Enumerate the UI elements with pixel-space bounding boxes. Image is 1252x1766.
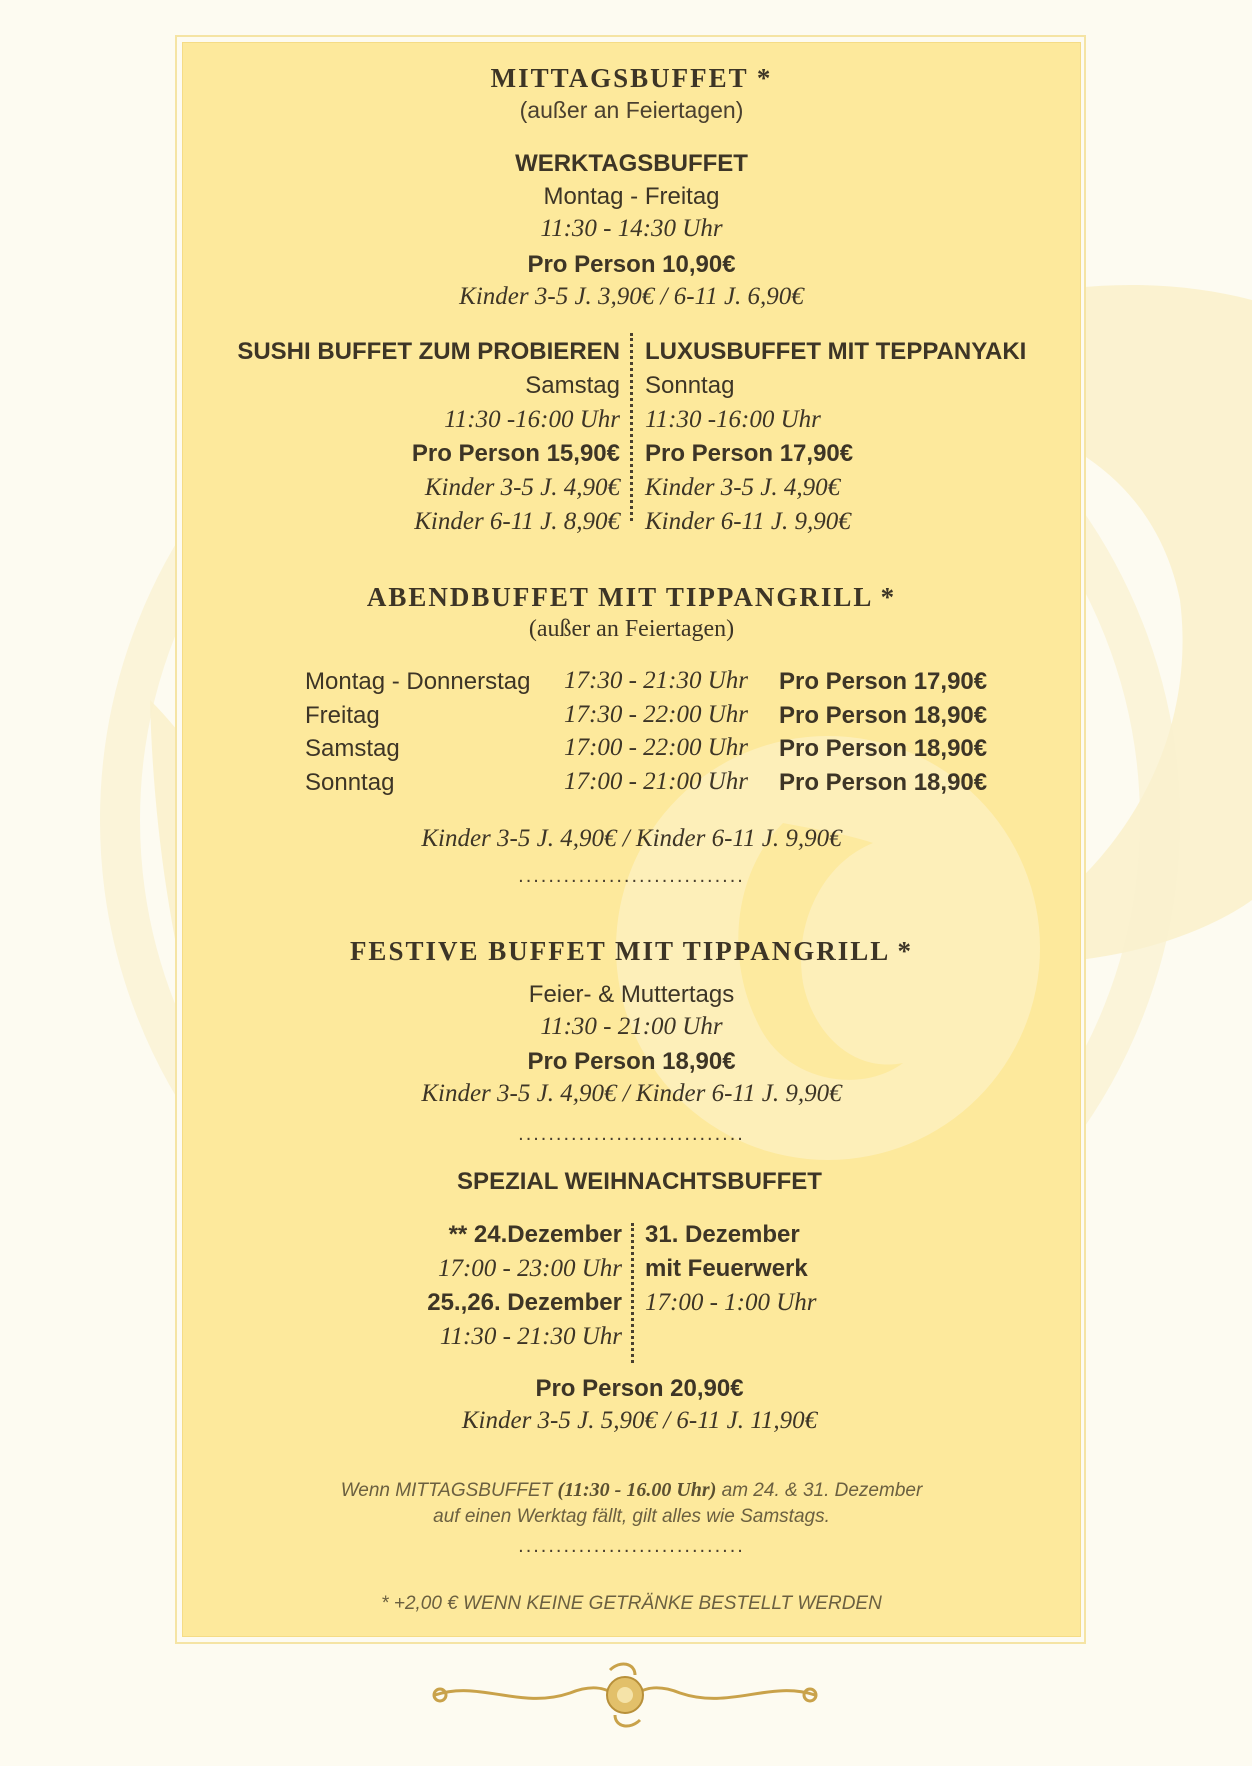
dinner-note: (außer an Feiertagen) xyxy=(528,616,735,642)
weekday-time: 11:30 - 14:30 Uhr xyxy=(540,215,723,242)
christmas-day-1: ** 24.Dezember xyxy=(448,1221,622,1248)
christmas-right-column xyxy=(645,1218,817,1320)
drinks-note: * +2,00 € WENN KEINE GETRÄNKE BESTELLT WERDEN xyxy=(381,1593,882,1614)
luxus-column xyxy=(645,335,1026,539)
christmas-time-2: 11:30 - 21:30 Uhr xyxy=(439,1323,622,1350)
dinner-row-day: Sonntag xyxy=(305,769,395,796)
dinner-row-price: Pro Person 18,90€ xyxy=(779,769,988,796)
sushi-kids-1: Kinder 3-5 J. 4,90€ xyxy=(424,474,620,501)
separator-dots: .............................. xyxy=(518,1535,745,1557)
christmas-time-1: 17:00 - 23:00 Uhr xyxy=(437,1255,622,1282)
lunch-title: MITTAGSBUFFET * xyxy=(490,63,773,93)
separator-dots: .............................. xyxy=(518,1123,745,1145)
sushi-day: Samstag xyxy=(525,372,620,399)
dinner-row-day: Samstag xyxy=(305,735,400,762)
christmas-left-column xyxy=(427,1218,622,1354)
dinner-row-price: Pro Person 17,90€ xyxy=(779,668,988,695)
gold-ornament-icon xyxy=(420,1655,830,1735)
lunch-column-divider xyxy=(630,333,633,521)
dinner-row-day: Freitag xyxy=(305,702,380,729)
weekday-days: Montag - Freitag xyxy=(543,183,720,210)
sushi-price: Pro Person 15,90€ xyxy=(411,440,620,467)
luxus-title: LUXUSBUFFET MIT TEPPANYAKI xyxy=(645,338,1027,365)
dinner-row-price: Pro Person 18,90€ xyxy=(779,735,988,762)
sushi-kids-2: Kinder 6-11 J. 8,90€ xyxy=(414,508,620,535)
footnote-time: (11:30 - 16.00 Uhr) xyxy=(557,1479,717,1501)
dinner-row-time: 17:30 - 22:00 Uhr xyxy=(564,701,749,728)
festive-kids: Kinder 3-5 J. 4,90€ / Kinder 6-11 J. 9,90€ xyxy=(421,1080,842,1107)
christmas-title: SPEZIAL WEIHNACHTSBUFFET xyxy=(457,1168,822,1195)
dinner-row-time: 17:30 - 21:30 Uhr xyxy=(564,667,749,694)
footnote-text: Wenn MITTAGSBUFFET xyxy=(340,1480,558,1501)
newyear-day: 31. Dezember xyxy=(645,1221,800,1248)
newyear-time: 17:00 - 1:00 Uhr xyxy=(645,1289,817,1316)
dinner-row-time: 17:00 - 21:00 Uhr xyxy=(564,768,749,795)
christmas-price: Pro Person 20,90€ xyxy=(535,1375,744,1402)
dinner-kids: Kinder 3-5 J. 4,90€ / Kinder 6-11 J. 9,90€ xyxy=(421,825,842,852)
dinner-title: ABENDBUFFET MIT TIPPANGRILL * xyxy=(366,582,897,612)
footnote-line-1 xyxy=(183,1479,1080,1502)
newyear-extra: mit Feuerwerk xyxy=(645,1255,808,1282)
menu-panel xyxy=(182,42,1081,1637)
footnote-text: am 24. & 31. Dezember xyxy=(716,1480,923,1501)
weekday-price: Pro Person 10,90€ xyxy=(527,251,736,278)
luxus-kids-1: Kinder 3-5 J. 4,90€ xyxy=(645,474,841,501)
festive-title: FESTIVE BUFFET MIT TIPPANGRILL * xyxy=(349,936,914,966)
luxus-kids-2: Kinder 6-11 J. 9,90€ xyxy=(645,508,851,535)
christmas-column-divider xyxy=(631,1223,634,1363)
christmas-day-2: 25.,26. Dezember xyxy=(427,1289,622,1316)
dinner-row-price: Pro Person 18,90€ xyxy=(779,702,988,729)
weekday-kids: Kinder 3-5 J. 3,90€ / 6-11 J. 6,90€ xyxy=(459,283,804,310)
christmas-kids: Kinder 3-5 J. 5,90€ / 6-11 J. 11,90€ xyxy=(461,1407,818,1434)
luxus-price: Pro Person 17,90€ xyxy=(645,440,854,467)
festive-time: 11:30 - 21:00 Uhr xyxy=(540,1013,723,1040)
festive-price: Pro Person 18,90€ xyxy=(527,1048,736,1075)
lunch-note: (außer an Feiertagen) xyxy=(519,97,744,123)
dinner-row-time: 17:00 - 22:00 Uhr xyxy=(564,734,749,761)
separator-dots: .............................. xyxy=(518,865,745,887)
festive-days: Feier- & Muttertags xyxy=(528,981,735,1008)
sushi-column xyxy=(237,335,620,539)
dinner-row-day: Montag - Donnerstag xyxy=(305,668,531,695)
weekday-title: WERKTAGSBUFFET xyxy=(515,150,748,177)
sushi-time: 11:30 -16:00 Uhr xyxy=(444,406,620,433)
footnote-line-2: auf einen Werktag fällt, gilt alles wie Samstags. xyxy=(433,1506,830,1527)
luxus-day: Sonntag xyxy=(645,372,735,399)
luxus-time: 11:30 -16:00 Uhr xyxy=(645,406,821,433)
sushi-title: SUSHI BUFFET ZUM PROBIEREN xyxy=(237,338,620,365)
